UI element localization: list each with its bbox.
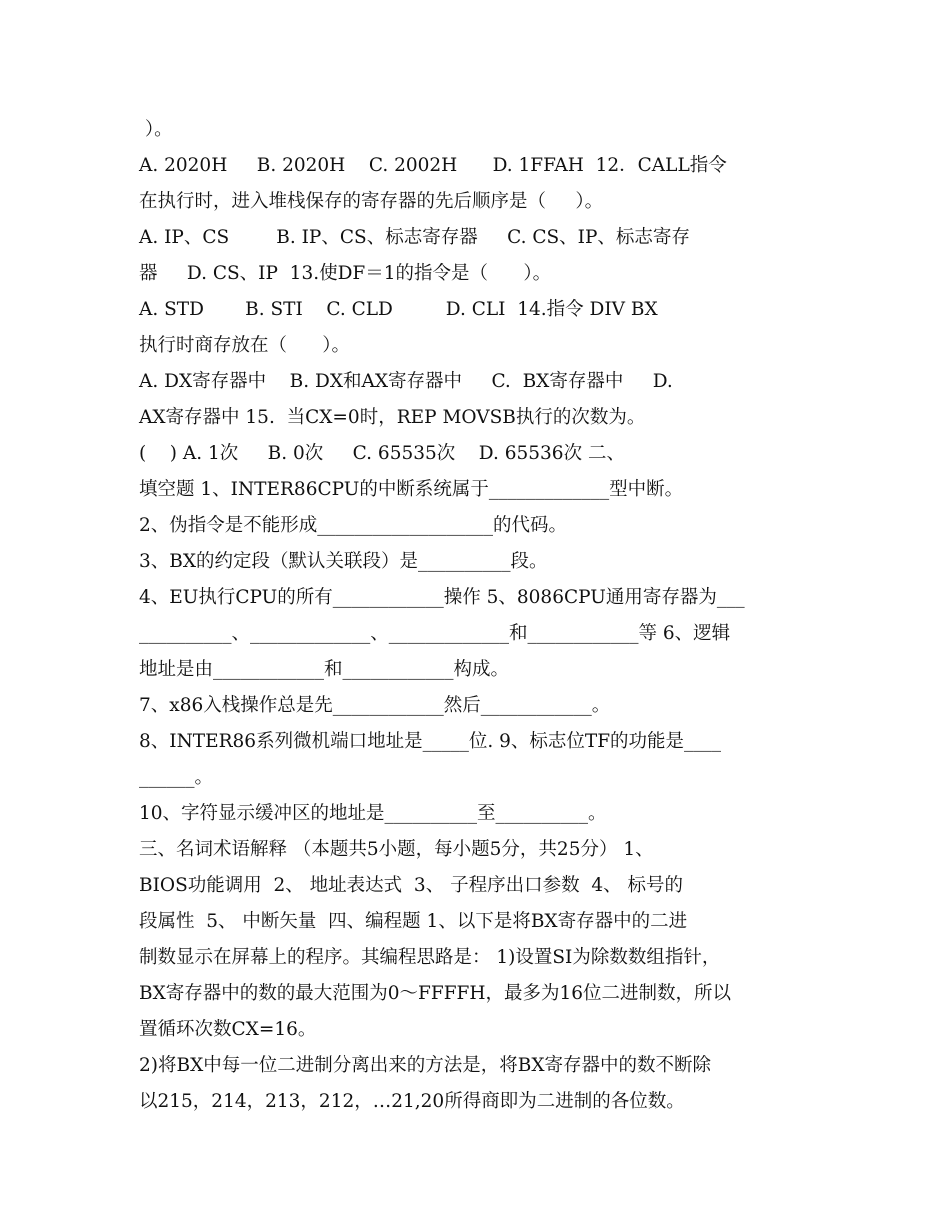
text-line: 4、EU执行CPU的所有____________操作 5、8086CPU通用寄存器为___ (139, 587, 745, 608)
text-line: ( ) A. 1次 B. 0次 C. 65535次 D. 65536次 二、 (139, 443, 625, 464)
text-line: 10、字符显示缓冲区的地址是__________至__________。 (139, 803, 607, 824)
text-line: 2、伪指令是不能形成___________________的代码。 (139, 515, 568, 536)
text-line: 在执行时，进入堆栈保存的寄存器的先后顺序是（ ）。 (139, 191, 604, 212)
text-line: 执行时商存放在（ ）。 (139, 335, 351, 356)
text-line: BIOS功能调用 2、 地址表达式 3、 子程序出口参数 4、 标号的 (139, 875, 683, 896)
text-line: 三、名词术语解释 （本题共5小题，每小题5分，共25分） 1、 (139, 839, 654, 860)
text-line: 器 D. CS、IP 13.使DF＝1的指令是（ ）。 (139, 263, 552, 284)
text-line: A. 2020H B. 2020H C. 2002H D. 1FFAH 12．CALL指令 (139, 155, 727, 176)
text-line: ）。 (139, 119, 173, 140)
document-body (139, 112, 819, 1120)
text-line: A. IP、CS B. IP、CS、标志寄存器 C. CS、IP、标志寄存 (139, 227, 690, 248)
text-line: 2)将BX中每一位二进制分离出来的方法是，将BX寄存器中的数不断除 (139, 1055, 712, 1076)
text-line: A. DX寄存器中 B. DX和AX寄存器中 C. BX寄存器中 D. (139, 371, 673, 392)
text-line: 8、INTER86系列微机端口地址是_____位. 9、标志位TF的功能是____ (139, 731, 722, 752)
text-line: 以215，214，213，212，…21,20所得商即为二进制的各位数。 (139, 1091, 685, 1112)
text-line: 填空题 1、INTER86CPU的中断系统属于_____________型中断。 (139, 479, 684, 500)
text-line: BX寄存器中的数的最大范围为0～FFFFH，最多为16位二进制数，所以 (139, 983, 732, 1004)
text-line: 3、BX的约定段（默认关联段）是__________段。 (139, 551, 548, 572)
text-line: 置循环次数CX=16。 (139, 1019, 317, 1040)
text-line: 制数显示在屏幕上的程序。其编程思路是： 1)设置SI为除数数组指针， (139, 947, 721, 968)
text-line: __________、_____________、_____________和____________等 6、逻辑 (139, 623, 731, 644)
text-line: AX寄存器中 15. 当CX=0时，REP MOVSB执行的次数为。 (139, 407, 646, 428)
text-line: 段属性 5、 中断矢量 四、编程题 1、以下是将BX寄存器中的二进 (139, 911, 688, 932)
text-line: 7、x86入栈操作总是先____________然后____________。 (139, 695, 611, 716)
text-line: A. STD B. STI C. CLD D. CLI 14.指令 DIV BX (139, 299, 658, 320)
text-line: 地址是由____________和____________构成。 (139, 659, 510, 680)
text-line: ______。 (139, 767, 214, 788)
